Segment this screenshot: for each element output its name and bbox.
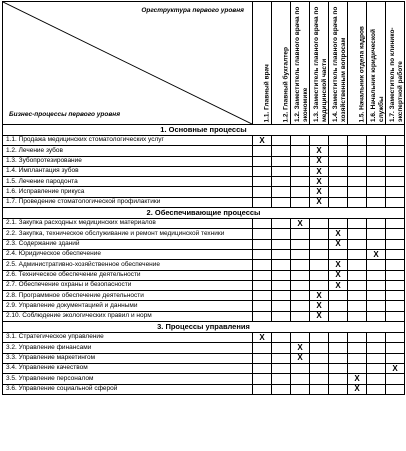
matrix-cell (386, 187, 405, 197)
matrix-cell (348, 353, 367, 363)
matrix-cell (272, 301, 291, 311)
corner-cell (3, 2, 253, 125)
matrix-cell (386, 156, 405, 166)
matrix-cell (348, 260, 367, 270)
matrix-cell (310, 270, 329, 280)
process-label: 3.1. Стратегическое управление (3, 333, 253, 343)
process-label: 1.1. Продажа медицинских стоматологических услуг (3, 136, 253, 146)
matrix-cell (291, 280, 310, 290)
matrix-cell (386, 301, 405, 311)
process-label: 3.3. Управление маркетингом (3, 353, 253, 363)
matrix-cell (348, 311, 367, 321)
matrix-cell (329, 374, 348, 384)
header-row (3, 2, 405, 125)
matrix-cell (253, 187, 272, 197)
matrix-cell: X (367, 249, 386, 259)
matrix-cell (367, 229, 386, 239)
column-header-label: 1.4. Заместитель главного врача по хозяйственным вопросам (332, 6, 347, 122)
matrix-cell (386, 374, 405, 384)
section-title: 3. Процессы управления (3, 322, 405, 333)
matrix-cell (329, 146, 348, 156)
matrix-cell (272, 280, 291, 290)
process-label: 2.3. Содержание зданий (3, 239, 253, 249)
matrix-cell (386, 343, 405, 353)
matrix-cell (386, 146, 405, 156)
matrix-cell (348, 219, 367, 229)
matrix-cell (386, 333, 405, 343)
matrix-cell (310, 384, 329, 394)
matrix-cell (348, 363, 367, 373)
matrix-cell (310, 239, 329, 249)
table-row (3, 136, 405, 146)
column-header-label: 1.5. Начальник отдела кадров (358, 25, 366, 122)
matrix-cell (386, 384, 405, 394)
table-row (3, 166, 405, 176)
table-row (3, 187, 405, 197)
matrix-cell (329, 219, 348, 229)
matrix-cell: X (348, 384, 367, 394)
matrix-cell (386, 219, 405, 229)
matrix-cell (272, 249, 291, 259)
table-row (3, 384, 405, 394)
matrix-cell (329, 353, 348, 363)
process-label: 1.6. Исправление прикуса (3, 187, 253, 197)
matrix-cell (367, 311, 386, 321)
table-row (3, 363, 405, 373)
matrix-cell (367, 136, 386, 146)
matrix-cell (253, 197, 272, 207)
table-row (3, 353, 405, 363)
matrix-cell (310, 219, 329, 229)
matrix-cell (348, 291, 367, 301)
table-row (3, 239, 405, 249)
matrix-cell: X (310, 311, 329, 321)
org-structure-label: Оргструктура первого уровня (141, 7, 244, 14)
process-label: 3.5. Управление персоналом (3, 374, 253, 384)
matrix-cell (329, 343, 348, 353)
process-label: 2.5. Административно-хозяйственное обеспечение (3, 260, 253, 270)
matrix-cell (291, 187, 310, 197)
process-label: 1.4. Имплантация зубов (3, 166, 253, 176)
column-header-label: 1.7. Заместитель по клинико-экспертной работе (389, 27, 404, 122)
matrix-cell (329, 311, 348, 321)
process-label: 3.6. Управление социальной сферой (3, 384, 253, 394)
matrix-cell (367, 343, 386, 353)
matrix-cell (348, 343, 367, 353)
table-row (3, 249, 405, 259)
matrix-cell (291, 260, 310, 270)
matrix-cell (329, 187, 348, 197)
matrix-cell (386, 197, 405, 207)
column-header (291, 2, 310, 125)
matrix-cell (291, 146, 310, 156)
matrix-cell (329, 166, 348, 176)
matrix-cell (367, 384, 386, 394)
matrix-cell (253, 291, 272, 301)
matrix-cell (253, 239, 272, 249)
matrix-cell (272, 219, 291, 229)
column-header (272, 2, 291, 125)
matrix-cell (272, 146, 291, 156)
column-header (329, 2, 348, 125)
process-label: 1.3. Зубопротезирование (3, 156, 253, 166)
matrix-cell (253, 249, 272, 259)
matrix-cell (291, 291, 310, 301)
matrix-cell (272, 384, 291, 394)
matrix-cell (367, 146, 386, 156)
matrix-cell: X (291, 343, 310, 353)
column-header (253, 2, 272, 125)
matrix-cell (348, 177, 367, 187)
matrix-cell (367, 353, 386, 363)
matrix-cell (272, 177, 291, 187)
matrix-cell (272, 291, 291, 301)
matrix-cell (310, 280, 329, 290)
matrix-cell (291, 384, 310, 394)
matrix-cell (386, 249, 405, 259)
table-row (3, 219, 405, 229)
process-label: 2.6. Техническое обеспечение деятельности (3, 270, 253, 280)
matrix-cell (367, 177, 386, 187)
matrix-cell: X (310, 166, 329, 176)
process-label: 1.7. Проведение стоматологической профилактики (3, 197, 253, 207)
process-label: 2.10. Соблюдение экологических правил и норм (3, 311, 253, 321)
table-row (3, 280, 405, 290)
matrix-cell (310, 260, 329, 270)
matrix-cell: X (291, 353, 310, 363)
process-label: 3.2. Управление финансами (3, 343, 253, 353)
matrix-cell (329, 301, 348, 311)
matrix-cell (253, 280, 272, 290)
matrix-cell (253, 353, 272, 363)
table-row (3, 270, 405, 280)
matrix-cell (329, 291, 348, 301)
table-row (3, 333, 405, 343)
table-row (3, 343, 405, 353)
matrix-cell (329, 384, 348, 394)
matrix-cell (310, 229, 329, 239)
matrix-cell (348, 136, 367, 146)
matrix-cell (329, 333, 348, 343)
matrix-cell (367, 239, 386, 249)
matrix-cell (310, 333, 329, 343)
matrix-cell (386, 353, 405, 363)
column-header (348, 2, 367, 125)
matrix-cell (386, 177, 405, 187)
matrix-cell (291, 311, 310, 321)
matrix-cell (272, 343, 291, 353)
matrix-cell (348, 229, 367, 239)
matrix-cell (386, 270, 405, 280)
column-header (310, 2, 329, 125)
matrix-cell (367, 260, 386, 270)
matrix-cell (386, 229, 405, 239)
matrix-cell: X (253, 333, 272, 343)
matrix-cell (329, 177, 348, 187)
matrix-cell (348, 187, 367, 197)
matrix-cell (291, 177, 310, 187)
matrix-cell (348, 197, 367, 207)
column-header-label: 1.1. Главный врач (263, 63, 271, 122)
matrix-cell (272, 311, 291, 321)
matrix-cell (329, 156, 348, 166)
matrix-cell (291, 374, 310, 384)
matrix-cell (272, 239, 291, 249)
table-row (3, 311, 405, 321)
matrix-cell (291, 333, 310, 343)
matrix-cell (291, 136, 310, 146)
matrix-cell: X (329, 239, 348, 249)
section-row (3, 208, 405, 219)
matrix-cell (386, 260, 405, 270)
matrix-cell (348, 146, 367, 156)
matrix-cell (329, 249, 348, 259)
section-title: 2. Обеспечивающие процессы (3, 208, 405, 219)
matrix-cell (386, 280, 405, 290)
table-row (3, 374, 405, 384)
matrix-cell: X (310, 301, 329, 311)
matrix-cell (348, 270, 367, 280)
matrix-cell (253, 229, 272, 239)
matrix-cell (367, 270, 386, 280)
matrix-cell (367, 187, 386, 197)
matrix-cell (367, 166, 386, 176)
matrix-cell (329, 197, 348, 207)
diagonal-divider (3, 2, 252, 124)
matrix-cell (272, 353, 291, 363)
matrix-cell (253, 166, 272, 176)
matrix-cell (348, 249, 367, 259)
column-header-label: 1.3. Заместитель главного врача по медицинской части (313, 6, 328, 122)
matrix-cell (348, 166, 367, 176)
matrix-cell (367, 291, 386, 301)
matrix-cell (348, 333, 367, 343)
matrix-cell: X (310, 187, 329, 197)
matrix-cell (272, 333, 291, 343)
matrix-cell (272, 260, 291, 270)
table-row (3, 260, 405, 270)
process-label: 1.2. Лечение зубов (3, 146, 253, 156)
matrix-cell (291, 229, 310, 239)
matrix-cell (310, 343, 329, 353)
matrix-cell (272, 156, 291, 166)
matrix-cell (367, 333, 386, 343)
process-label: 2.9. Управление документацией и данными (3, 301, 253, 311)
column-header (386, 2, 405, 125)
section-row (3, 125, 405, 136)
matrix-cell (291, 166, 310, 176)
process-label: 2.4. Юридическое обеспечение (3, 249, 253, 259)
matrix-cell (291, 270, 310, 280)
table-row (3, 177, 405, 187)
responsibility-matrix (2, 1, 405, 395)
matrix-cell (386, 136, 405, 146)
matrix-cell (310, 363, 329, 373)
matrix-cell (291, 363, 310, 373)
matrix-cell (253, 301, 272, 311)
matrix-cell (253, 156, 272, 166)
matrix-cell (291, 249, 310, 259)
matrix-cell (386, 166, 405, 176)
process-label: 1.5. Лечение пародонта (3, 177, 253, 187)
matrix-cell (253, 384, 272, 394)
table-row (3, 229, 405, 239)
table-row (3, 146, 405, 156)
matrix-cell (386, 239, 405, 249)
process-label: 2.1. Закупка расходных медицинских материалов (3, 219, 253, 229)
matrix-cell: X (386, 363, 405, 373)
matrix-cell (348, 280, 367, 290)
matrix-cell (253, 343, 272, 353)
matrix-cell (272, 374, 291, 384)
matrix-cell (253, 374, 272, 384)
matrix-cell (272, 187, 291, 197)
matrix-cell: X (329, 280, 348, 290)
table-row (3, 197, 405, 207)
matrix-cell (291, 301, 310, 311)
matrix-cell (367, 280, 386, 290)
column-header (367, 2, 386, 125)
matrix-cell: X (310, 146, 329, 156)
matrix-cell: X (329, 260, 348, 270)
matrix-cell (310, 136, 329, 146)
matrix-cell (348, 239, 367, 249)
matrix-cell (253, 270, 272, 280)
matrix-cell (386, 291, 405, 301)
matrix-cell (253, 311, 272, 321)
matrix-cell (291, 156, 310, 166)
matrix-cell: X (329, 229, 348, 239)
matrix-cell: X (291, 219, 310, 229)
matrix-cell (253, 177, 272, 187)
business-processes-label: Бизнес-процессы первого уровня (9, 110, 121, 118)
matrix-cell (291, 239, 310, 249)
matrix-cell: X (329, 270, 348, 280)
process-label: 3.4. Управление качеством (3, 363, 253, 373)
matrix-cell (310, 374, 329, 384)
matrix-cell: X (348, 374, 367, 384)
matrix-cell (367, 197, 386, 207)
matrix-cell (272, 363, 291, 373)
matrix-cell: X (310, 156, 329, 166)
matrix-cell (272, 229, 291, 239)
matrix-cell (329, 136, 348, 146)
matrix-cell (253, 146, 272, 156)
matrix-cell (253, 219, 272, 229)
process-label: 2.2. Закупка, техническое обслуживание и ремонт медицинской техники (3, 229, 253, 239)
matrix-cell (272, 197, 291, 207)
column-header-label: 1.2. Заместитель главного врача по экономике (294, 6, 309, 122)
matrix-cell (348, 301, 367, 311)
table-row (3, 156, 405, 166)
matrix-cell: X (310, 291, 329, 301)
matrix-cell (386, 311, 405, 321)
matrix-cell: X (310, 197, 329, 207)
matrix-cell: X (253, 136, 272, 146)
matrix-cell (348, 156, 367, 166)
matrix-cell (253, 363, 272, 373)
matrix-cell (310, 249, 329, 259)
matrix-cell (367, 301, 386, 311)
matrix-cell (367, 219, 386, 229)
process-label: 2.8. Программное обеспечение деятельности (3, 291, 253, 301)
matrix-cell (272, 136, 291, 146)
matrix-cell (329, 363, 348, 373)
matrix-cell (367, 374, 386, 384)
matrix-cell (272, 270, 291, 280)
matrix-cell (367, 363, 386, 373)
matrix-cell (272, 166, 291, 176)
column-header-label: 1.6. Начальник юридической службы (370, 29, 385, 122)
matrix-body (3, 125, 405, 395)
matrix-cell (310, 353, 329, 363)
table-row (3, 301, 405, 311)
matrix-cell (253, 260, 272, 270)
matrix-cell (367, 156, 386, 166)
matrix-cell (291, 197, 310, 207)
matrix-cell: X (310, 177, 329, 187)
section-row (3, 322, 405, 333)
column-header-label: 1.2. Главный бухгалтер (282, 46, 290, 122)
table-row (3, 291, 405, 301)
process-label: 2.7. Обеспечение охраны и безопасности (3, 280, 253, 290)
section-title: 1. Основные процессы (3, 125, 405, 136)
